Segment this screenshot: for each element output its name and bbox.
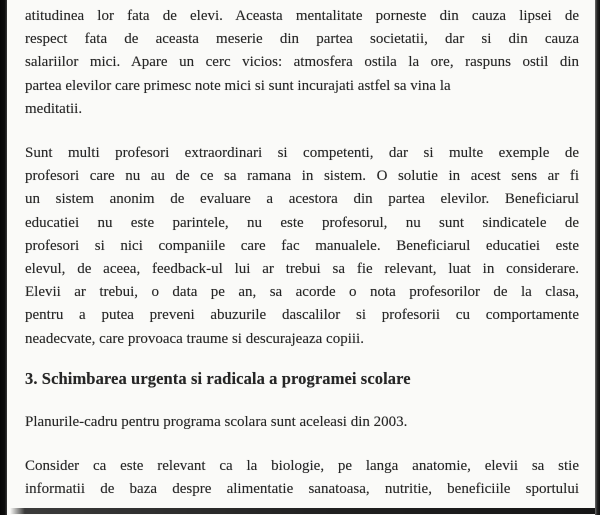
text-line: profesori si nici companiile care fac manualele. Beneficiarul educatiei este — [25, 237, 579, 254]
text-line: educatiei nu este parintele, nu este profesorul, nu sunt sindicatele de — [25, 214, 579, 231]
scan-edge-bottom — [10, 508, 600, 514]
text-line: profesori care nu au de ce sa ramana in sistem. O solutie in acest sens ar fi — [25, 168, 579, 185]
paragraph-3: Planurile-cadru pentru programa scolara sunt aceleasi din 2003. — [25, 413, 408, 430]
text-line: pentru a putea preveni abuzurile dascalilor si profesorii cu comportamente — [25, 307, 579, 324]
paragraph-2 — [25, 142, 579, 351]
scan-edge-right — [595, 0, 600, 515]
text-line: elevul, de aceea, feedback-ul lui ar trebui sa fie relevant, luat in considerare. — [25, 261, 579, 278]
text-line: meditatii. — [25, 100, 83, 117]
text-line: atitudinea lor fata de elevi. Aceasta mentalitate porneste din cauza lipsei de — [25, 8, 579, 24]
text-line: informatii de baza despre alimentatie sanatoasa, nutritie, beneficiile sportului — [25, 481, 579, 498]
text-line: un sistem anonim de evaluare a acestora din partea elevilor. Beneficiarul — [25, 191, 579, 208]
document-text-block — [7, 0, 595, 515]
text-line: respect fata de aceasta meserie din partea societatii, dar si din cauza — [25, 31, 579, 48]
paragraph-4 — [25, 455, 579, 501]
paragraph-1 — [25, 5, 579, 121]
text-line: salariilor mici. Apare un cerc vicios: atmosfera ostila la ore, raspuns ostil din — [25, 54, 579, 71]
text-line: Consider ca este relevant ca la biologie, pe langa anatomie, elevii sa stie — [25, 458, 579, 475]
text-line: Sunt multi profesori extraordinari si competenti, dar si multe exemple de — [25, 145, 579, 162]
scan-edge-left — [0, 0, 7, 515]
text-line: neadecvate, care provoaca traume si descurajeaza copiii. — [25, 330, 364, 347]
text-line: Elevii ar trebui, o data pe an, sa acorde o nota profesorilor de la clasa, — [25, 284, 579, 301]
section-heading: 3. Schimbarea urgenta si radicala a programei scolare — [25, 368, 411, 388]
text-line: partea elevilor care primesc note mici si sunt incurajati astfel sa vina la — [25, 77, 451, 94]
